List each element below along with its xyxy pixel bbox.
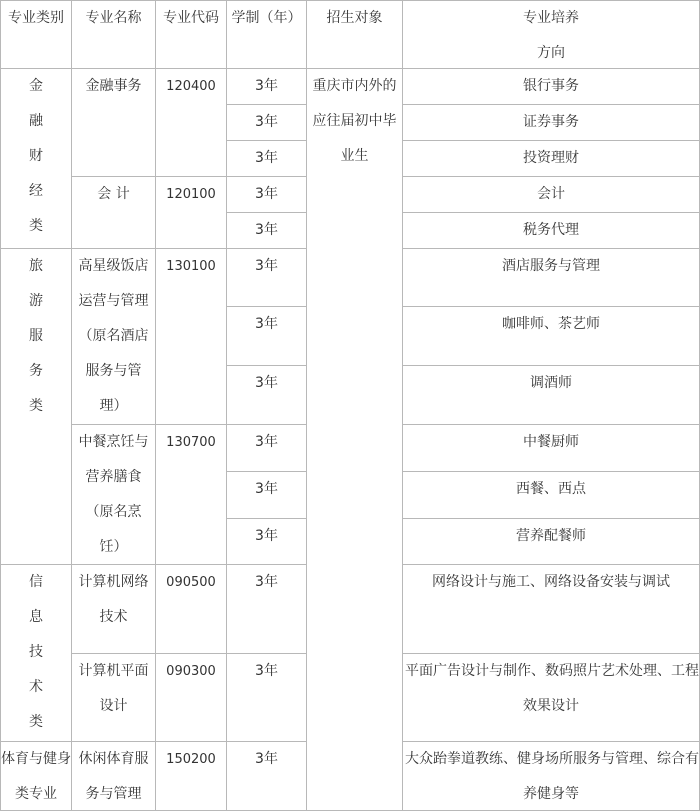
major-name: 会 计 xyxy=(71,176,156,249)
major-name: 高星级饭店 运营与管理 （原名酒店 服务与管 理） xyxy=(71,248,156,425)
major-code: 120100 xyxy=(155,176,227,249)
header-duration: 学制（年） xyxy=(226,0,307,69)
direction-cell: 西餐、西点 xyxy=(402,471,700,519)
direction-cell: 投资理财 xyxy=(402,140,700,177)
major-name: 中餐烹饪与 营养膳食 （原名烹 饪） xyxy=(71,424,156,565)
direction-cell: 大众跆拳道教练、健身场所服务与管理、综合有 养健身等 xyxy=(402,741,700,811)
major-code: 150200 xyxy=(155,741,227,811)
duration-cell: 3年 xyxy=(226,741,307,811)
category-cell: 旅 游 服 务 类 xyxy=(0,248,72,565)
direction-cell: 酒店服务与管理 xyxy=(402,248,700,307)
duration-cell: 3年 xyxy=(226,104,307,141)
category-cell: 信 息 技 术 类 xyxy=(0,564,72,742)
direction-cell: 平面广告设计与制作、数码照片艺术处理、工程 效果设计 xyxy=(402,653,700,742)
duration-cell: 3年 xyxy=(226,248,307,307)
duration-cell: 3年 xyxy=(226,306,307,366)
category-cell: 体育与健身 类专业 xyxy=(0,741,72,811)
category-cell: 金 融 财 经 类 xyxy=(0,68,72,249)
major-code: 130700 xyxy=(155,424,227,565)
duration-cell: 3年 xyxy=(226,653,307,742)
duration-cell: 3年 xyxy=(226,518,307,565)
direction-cell: 会计 xyxy=(402,176,700,213)
duration-cell: 3年 xyxy=(226,365,307,425)
duration-cell: 3年 xyxy=(226,212,307,249)
duration-cell: 3年 xyxy=(226,564,307,654)
duration-cell: 3年 xyxy=(226,176,307,213)
header-code: 专业代码 xyxy=(155,0,227,69)
major-code: 120400 xyxy=(155,68,227,177)
header-category: 专业类别 xyxy=(0,0,72,69)
enrollment-target: 重庆市内外的 应往届初中毕 业生 xyxy=(306,68,403,811)
duration-cell: 3年 xyxy=(226,68,307,105)
major-code: 090300 xyxy=(155,653,227,742)
direction-cell: 税务代理 xyxy=(402,212,700,249)
direction-cell: 银行事务 xyxy=(402,68,700,105)
major-name: 金融事务 xyxy=(71,68,156,177)
duration-cell: 3年 xyxy=(226,471,307,519)
direction-cell: 营养配餐师 xyxy=(402,518,700,565)
major-name: 计算机网络 技术 xyxy=(71,564,156,654)
header-target: 招生对象 xyxy=(306,0,403,69)
major-name: 休闲体育服 务与管理 xyxy=(71,741,156,811)
direction-cell: 网络设计与施工、网络设备安装与调试 xyxy=(402,564,700,654)
duration-cell: 3年 xyxy=(226,140,307,177)
header-direction: 专业培养 方向 xyxy=(402,0,700,69)
major-name: 计算机平面 设计 xyxy=(71,653,156,742)
duration-cell: 3年 xyxy=(226,424,307,472)
major-code: 130100 xyxy=(155,248,227,425)
header-name: 专业名称 xyxy=(71,0,156,69)
direction-cell: 咖啡师、茶艺师 xyxy=(402,306,700,366)
major-code: 090500 xyxy=(155,564,227,654)
direction-cell: 证券事务 xyxy=(402,104,700,141)
direction-cell: 中餐厨师 xyxy=(402,424,700,472)
direction-cell: 调酒师 xyxy=(402,365,700,425)
